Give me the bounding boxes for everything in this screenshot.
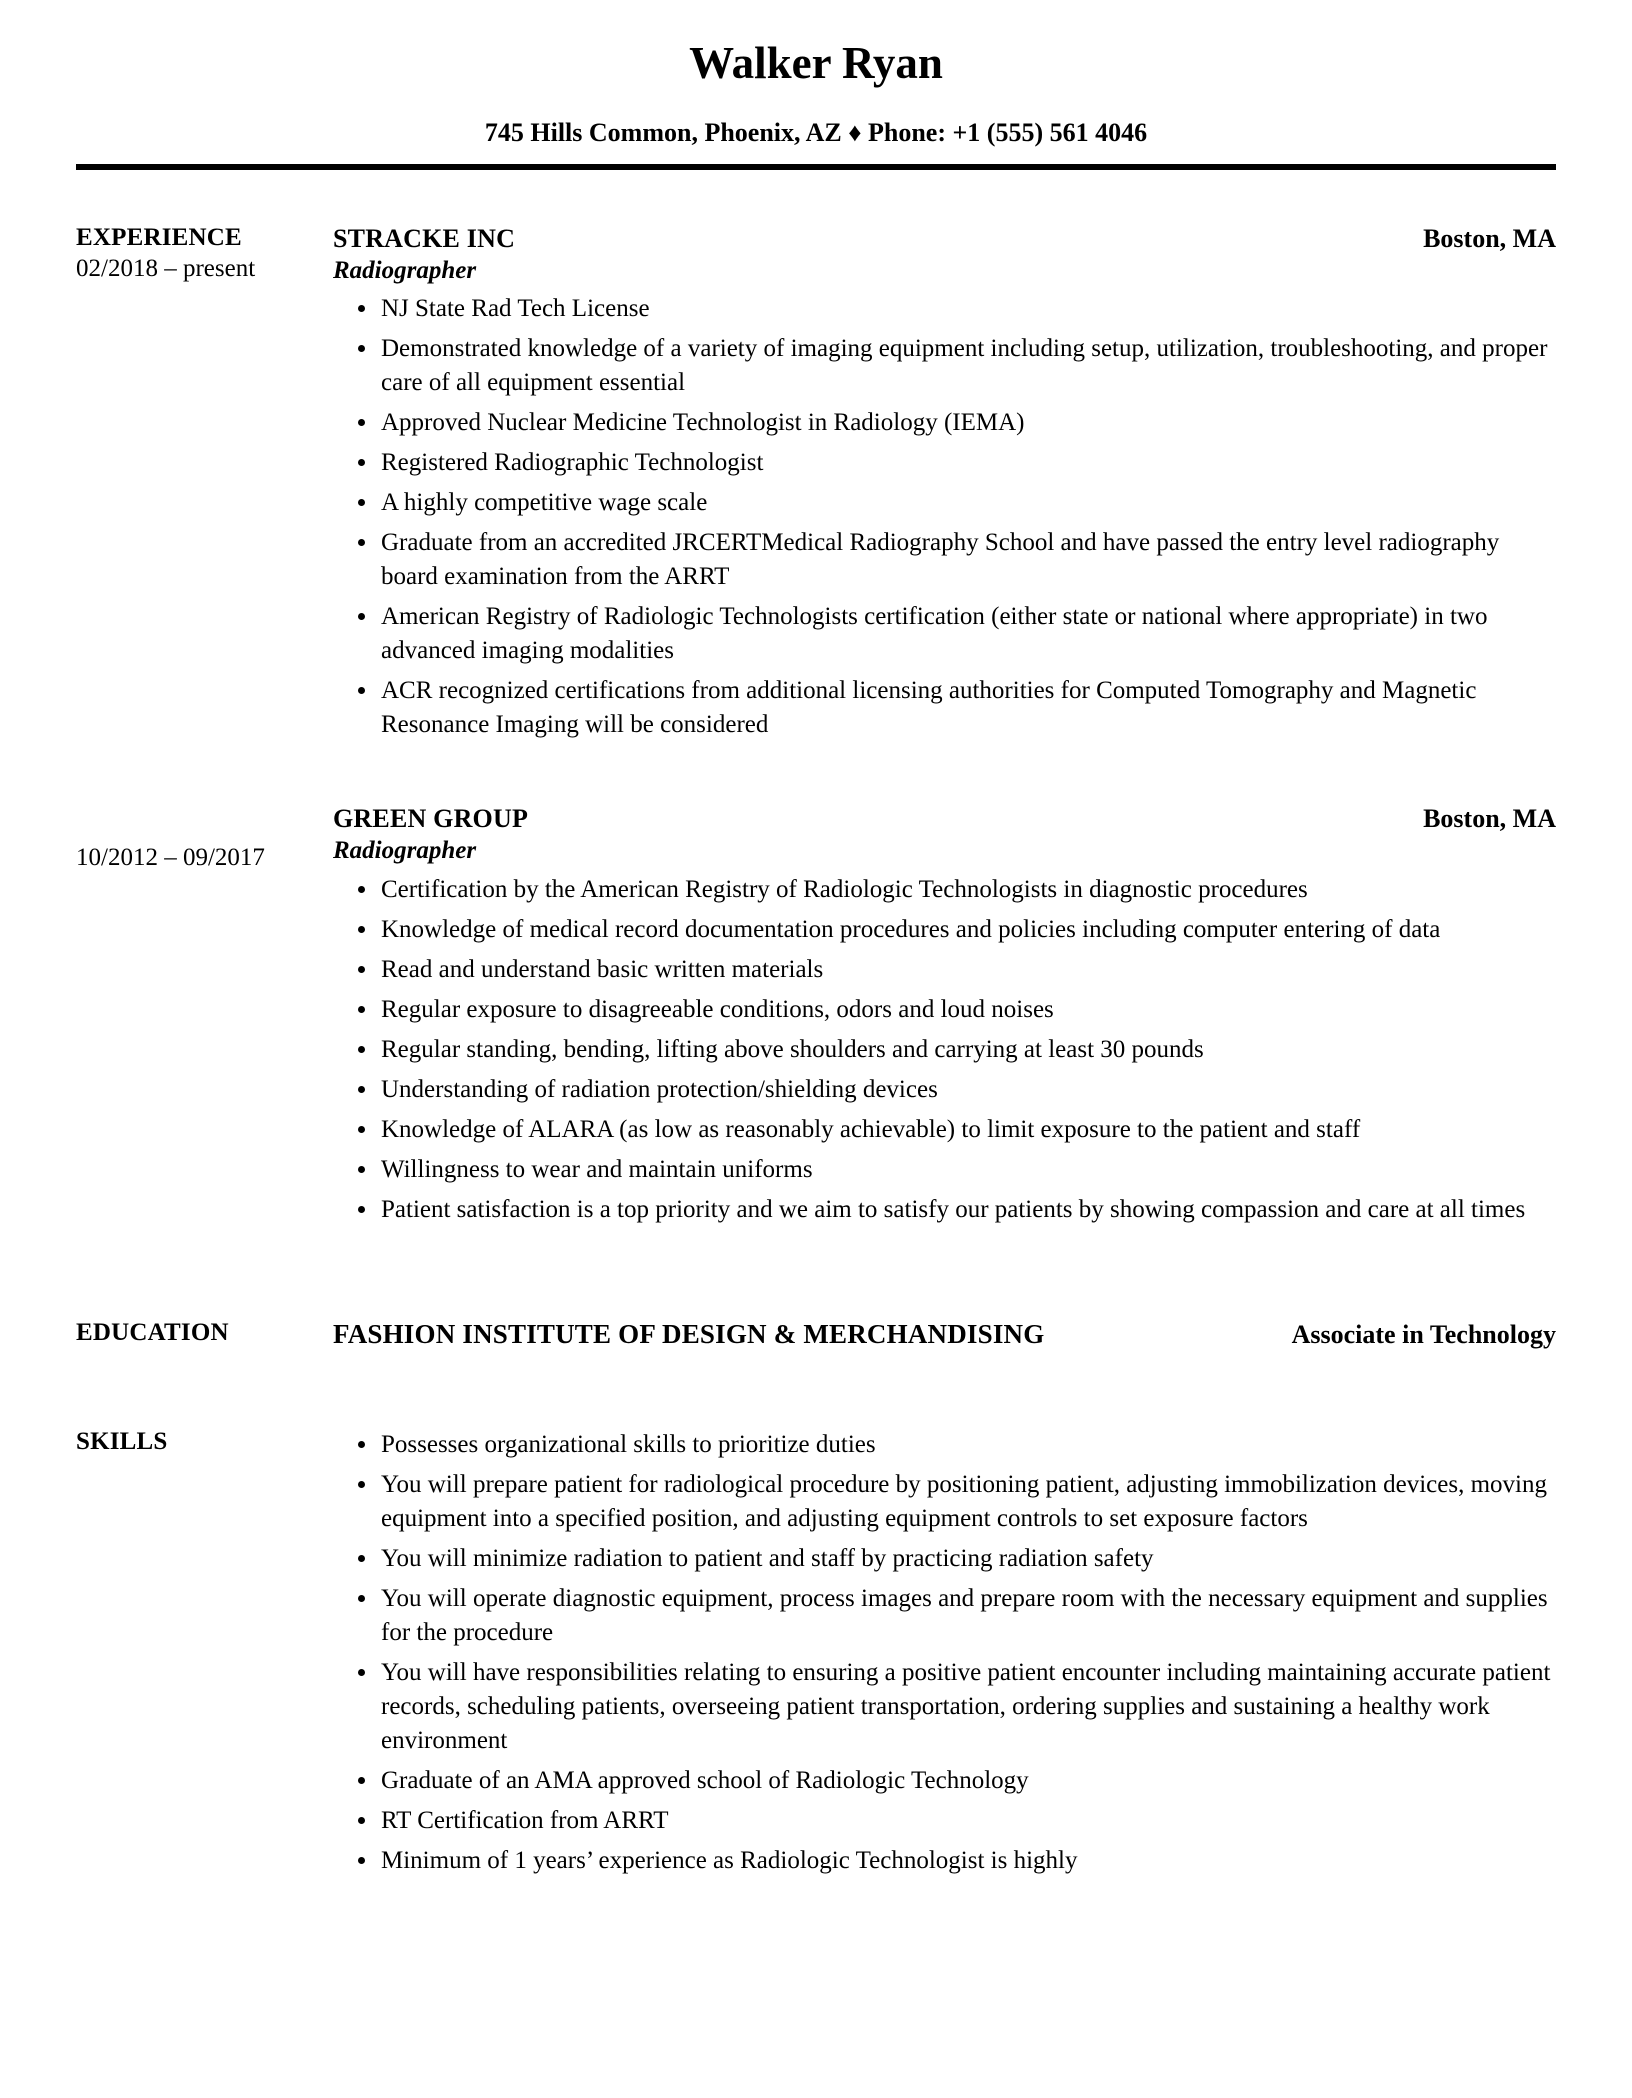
section-experience bbox=[76, 224, 1556, 749]
bullet-item: • You will operate diagnostic equipment, process images and prepare room with the necessary equipment and supplies for the procedure bbox=[379, 1582, 1556, 1650]
bullet-item: • Regular exposure to disagreeable conditions, odors and loud noises bbox=[379, 993, 1556, 1027]
bullet-item: • You will have responsibilities relating to ensuring a positive patient encounter including maintaining accurate patient records, scheduling patients, overseeing patient transportation, ordering supplies and sustaining a healthy work environment bbox=[379, 1656, 1556, 1758]
bullet-item: • Knowledge of ALARA (as low as reasonably achievable) to limit exposure to the patient and staff bbox=[379, 1113, 1556, 1147]
bullet-item: • Demonstrated knowledge of a variety of imaging equipment including setup, utilization, troubleshooting, and proper care of all equipment essential bbox=[379, 332, 1556, 400]
section-experience-job2 bbox=[76, 804, 1556, 1233]
job-title: Radiographer bbox=[333, 256, 477, 284]
section-education bbox=[76, 1319, 1556, 1350]
experience-left-column bbox=[76, 804, 333, 876]
experience-left-column bbox=[76, 224, 333, 287]
skills-bullet-list bbox=[333, 1428, 1556, 1878]
bullet-item: • American Registry of Radiologic Technologists certification (either state or national where appropriate) in two advanced imaging modalities bbox=[379, 600, 1556, 668]
bullet-item: • Graduate from an accredited JRCERTMedical Radiography School and have passed the entry level radiography board examination from the ARRT bbox=[379, 526, 1556, 594]
bullet-item: • NJ State Rad Tech License bbox=[379, 292, 1556, 326]
header-divider bbox=[76, 164, 1556, 170]
skills-left-column bbox=[76, 1428, 333, 1456]
candidate-name: Walker Ryan bbox=[689, 38, 943, 88]
education-left-column bbox=[76, 1319, 333, 1347]
company-name: STRACKE INC bbox=[333, 223, 516, 253]
bullet-item: • Possesses organizational skills to prioritize duties bbox=[379, 1428, 1556, 1462]
bullet-item: • You will minimize radiation to patient and staff by practicing radiation safety bbox=[379, 1542, 1556, 1576]
bullet-item: • Approved Nuclear Medicine Technologist in Radiology (IEMA) bbox=[379, 406, 1556, 440]
bullet-item: • Understanding of radiation protection/shielding devices bbox=[379, 1073, 1556, 1107]
job-entry bbox=[333, 804, 1556, 1227]
bullet-item: • Patient satisfaction is a top priority and we aim to satisfy our patients by showing compassion and care at all times bbox=[379, 1193, 1556, 1227]
bullet-item: • Knowledge of medical record documentation procedures and policies including computer entering of data bbox=[379, 913, 1556, 947]
job-dates: 10/2012 – 09/2017 bbox=[76, 844, 265, 872]
job-bullet-list bbox=[333, 292, 1556, 742]
job-header-row bbox=[333, 224, 1556, 254]
skills-right-column bbox=[333, 1428, 1556, 1884]
education-row bbox=[333, 1319, 1556, 1350]
bullet-item: • Minimum of 1 years’ experience as Radiologic Technologist is highly bbox=[379, 1844, 1556, 1878]
bullet-item: • Willingness to wear and maintain uniforms bbox=[379, 1153, 1556, 1187]
experience-section-label: EXPERIENCE bbox=[76, 223, 242, 251]
job-location: Boston, MA bbox=[1423, 804, 1556, 834]
education-right-column bbox=[333, 1319, 1556, 1350]
bullet-item: • Regular standing, bending, lifting above shoulders and carrying at least 30 pounds bbox=[379, 1033, 1556, 1067]
bullet-item: • Graduate of an AMA approved school of Radiologic Technology bbox=[379, 1764, 1556, 1798]
job-dates: 02/2018 – present bbox=[76, 254, 256, 282]
bullet-item: • Registered Radiographic Technologist bbox=[379, 446, 1556, 480]
bullet-item: • RT Certification from ARRT bbox=[379, 1804, 1556, 1838]
bullet-item: • A highly competitive wage scale bbox=[379, 486, 1556, 520]
degree-name: Associate in Technology bbox=[1291, 1319, 1556, 1349]
bullet-item: • ACR recognized certifications from additional licensing authorities for Computed Tomography and Magnetic Resonance Imaging will be considered bbox=[379, 674, 1556, 742]
job-title: Radiographer bbox=[333, 837, 477, 865]
skills-section-label: SKILLS bbox=[76, 1427, 168, 1455]
job-location: Boston, MA bbox=[1423, 223, 1556, 253]
section-skills bbox=[76, 1428, 1556, 1884]
experience-right-column bbox=[333, 224, 1556, 749]
job-entry bbox=[333, 224, 1556, 743]
bullet-item: • Certification by the American Registry of Radiologic Technologists in diagnostic procedures bbox=[379, 873, 1556, 907]
job-header-row bbox=[333, 804, 1556, 834]
document-header bbox=[76, 38, 1556, 170]
school-name: FASHION INSTITUTE OF DESIGN & MERCHANDISING bbox=[333, 1318, 1045, 1349]
company-name: GREEN GROUP bbox=[333, 804, 529, 834]
contact-line: 745 Hills Common, Phoenix, AZ ♦ Phone: +1 (555) 561 4046 bbox=[484, 117, 1148, 147]
bullet-item: • Read and understand basic written materials bbox=[379, 953, 1556, 987]
education-section-label: EDUCATION bbox=[76, 1318, 229, 1346]
bullet-item: • You will prepare patient for radiological procedure by positioning patient, adjusting immobilization devices, moving equipment into a specified position, and adjusting equipment controls to set exposure factors bbox=[379, 1468, 1556, 1536]
job-bullet-list bbox=[333, 873, 1556, 1227]
experience-right-column bbox=[333, 804, 1556, 1233]
